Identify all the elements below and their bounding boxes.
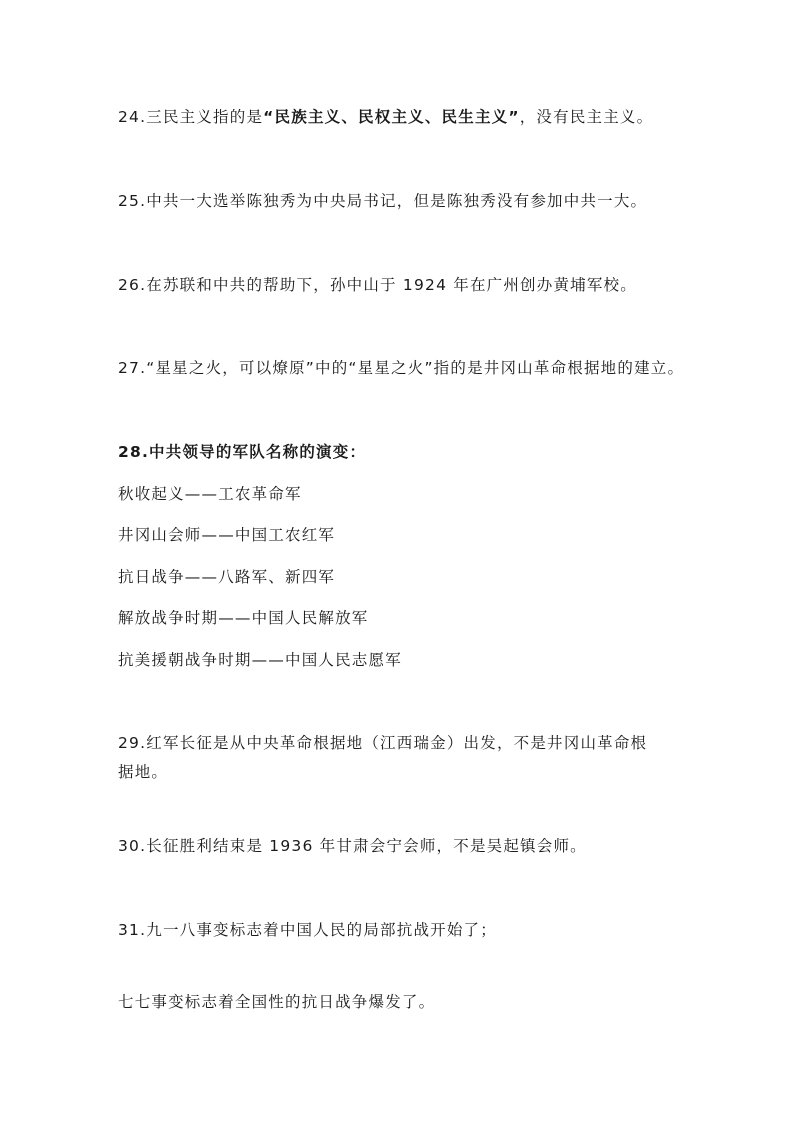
- item-31-line-2: 七七事变标志着全国性的抗日战争爆发了。: [118, 993, 436, 1011]
- item-29-line-1: 29.红军长征是从中央革命根据地（江西瑞金）出发，不是井冈山革命根: [118, 734, 648, 752]
- army-name-line-4: 解放战争时期——中国人民解放军: [118, 609, 369, 627]
- army-name-line-5: 抗美援朝战争时期——中国人民志愿军: [118, 651, 402, 669]
- item-24: [118, 106, 653, 128]
- item-29-line-2: 据地。: [118, 763, 169, 781]
- army-name-line-1: 秋收起义——工农革命军: [118, 485, 302, 503]
- item-28-heading: 28.中共领导的军队名称的演变：: [118, 443, 367, 461]
- army-name-line-3: 抗日战争——八路军、新四军: [118, 568, 336, 586]
- item-30: 30.长征胜利结束是 1936 年甘肃会宁会师，不是吴起镇会师。: [118, 837, 587, 855]
- item-25: 25.中共一大选举陈独秀为中央局书记，但是陈独秀没有参加中共一大。: [118, 192, 648, 210]
- item-24-prefix: 24.三民主义指的是: [118, 108, 264, 126]
- item-24-emphasis: “民族主义、民权主义、民生主义”: [263, 108, 520, 126]
- item-24-suffix: ，没有民主主义。: [519, 108, 654, 126]
- army-name-line-2: 井冈山会师——中国工农红军: [118, 526, 336, 544]
- item-31-line-1: 31.九一八事变标志着中国人民的局部抗战开始了；: [118, 921, 497, 939]
- item-26: 26.在苏联和中共的帮助下，孙中山于 1924 年在广州创办黄埔军校。: [118, 276, 637, 294]
- item-27: 27.“星星之火，可以燎原”中的“星星之火”指的是井冈山革命根据地的建立。: [118, 359, 685, 377]
